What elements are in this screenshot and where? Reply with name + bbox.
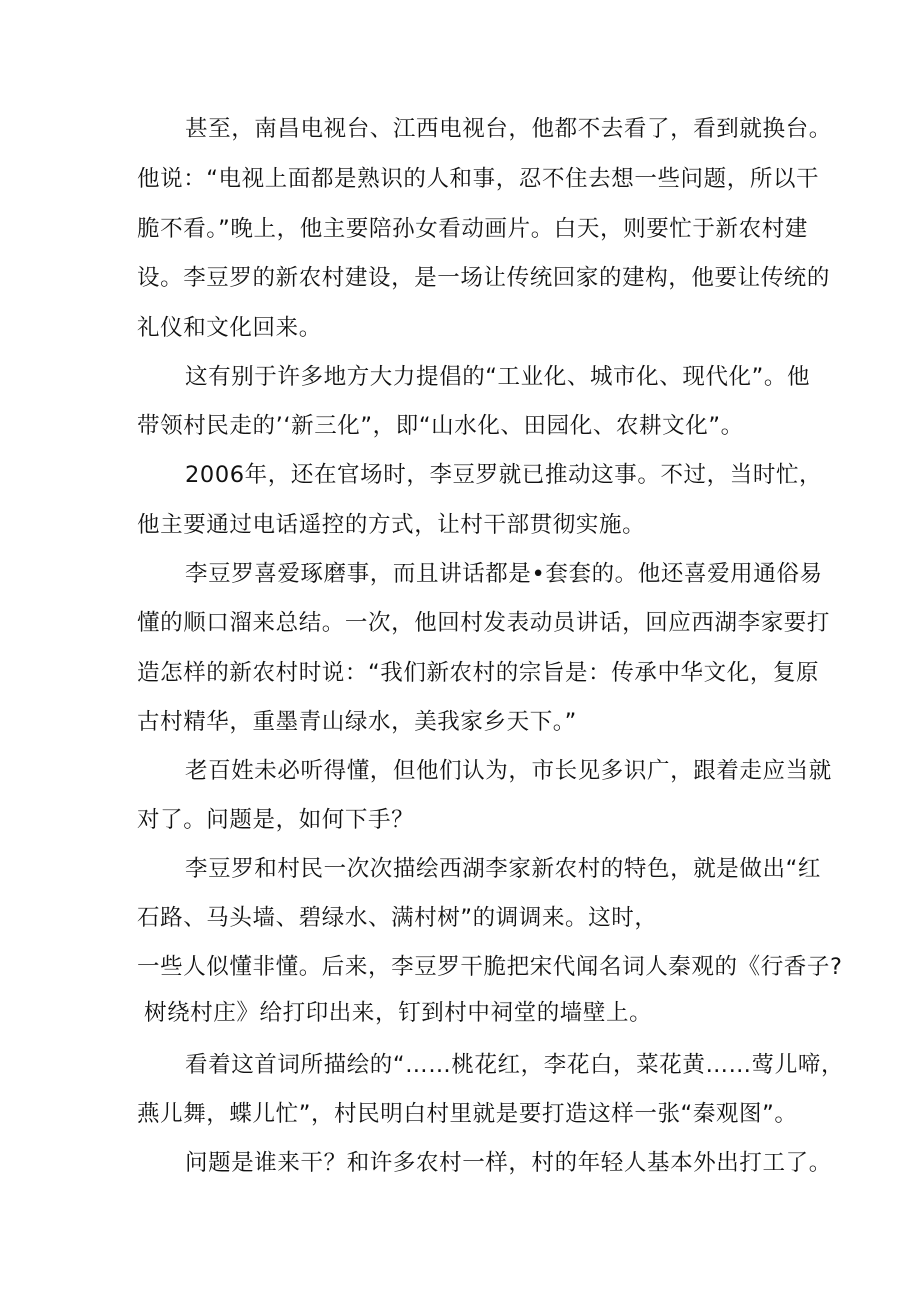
text-line: 这有别于许多地方大力提倡的“工业化、城市化、现代化”。他 (185, 364, 811, 390)
text-line: 问题是谁来干？和许多农村一样，村的年轻人基本外出打工了。 (185, 1150, 832, 1176)
text-line: 甚至，南昌电视台、江西电视台，他都不去看了，看到就换台。 (185, 116, 832, 142)
text-line: 燕儿舞，蝶儿忙”，村民明白村里就是要打造这样一张“秦观图”。 (137, 1101, 798, 1127)
text-line: 对了。问题是，如何下手？ (137, 807, 415, 833)
text-line: 一些人似懂非懂。后来，李豆罗干脆把宋代闻名词人秦观的《行香子? (137, 954, 843, 980)
text-line: 李豆罗喜爱琢磨事，而且讲话都是•套套的。他还喜爱用通俗易 (185, 561, 823, 587)
text-line: 李豆罗和村民一次次描绘西湖李家新农村的特色，就是做出“红 (185, 856, 821, 882)
text-line: 脆不看。”晚上，他主要陪孙女看动画片。白天，则要忙于新农村建 (137, 216, 808, 242)
text-line: 懂的顺口溜来总结。一次，他回村发表动员讲话，回应西湖李家要打 (137, 610, 831, 636)
text-line: 2006年，还在官场时，李豆罗就已推动这事。不过，当时忙， (185, 462, 823, 488)
text-line: 带领村民走的’‘新三化”，即“山水化、田园化、农耕文化”。 (137, 413, 744, 439)
text-line: 古村精华，重墨青山绿水，美我家乡天下。” (137, 709, 577, 735)
text-line: 造怎样的新农村时说：“我们新农村的宗旨是：传承中华文化，复原 (137, 660, 820, 686)
text-line: 礼仪和文化回来。 (137, 315, 322, 341)
text-line: 他说：“电视上面都是熟识的人和事，忍不住去想一些问题，所以干 (137, 166, 820, 192)
text-line: 树绕村庄》给打印出来，钉到村中祠堂的墙壁上。 (144, 1000, 653, 1026)
text-line: 设。李豆罗的新农村建设，是一场让传统回家的建构，他要让传统的 (137, 265, 831, 291)
text-line: 看着这首词所描绘的“……桃花红，李花白，菜花黄……莺儿啼， (185, 1052, 845, 1078)
text-line: 老百姓未必听得懂，但他们认为，市长见多识广，跟着走应当就 (185, 758, 832, 784)
text-line: 他主要通过电话遥控的方式，让村干部贯彻实施。 (137, 512, 646, 538)
text-line: 石路、马头墙、碧绿水、满村树”的调调来。这时， (137, 905, 658, 931)
